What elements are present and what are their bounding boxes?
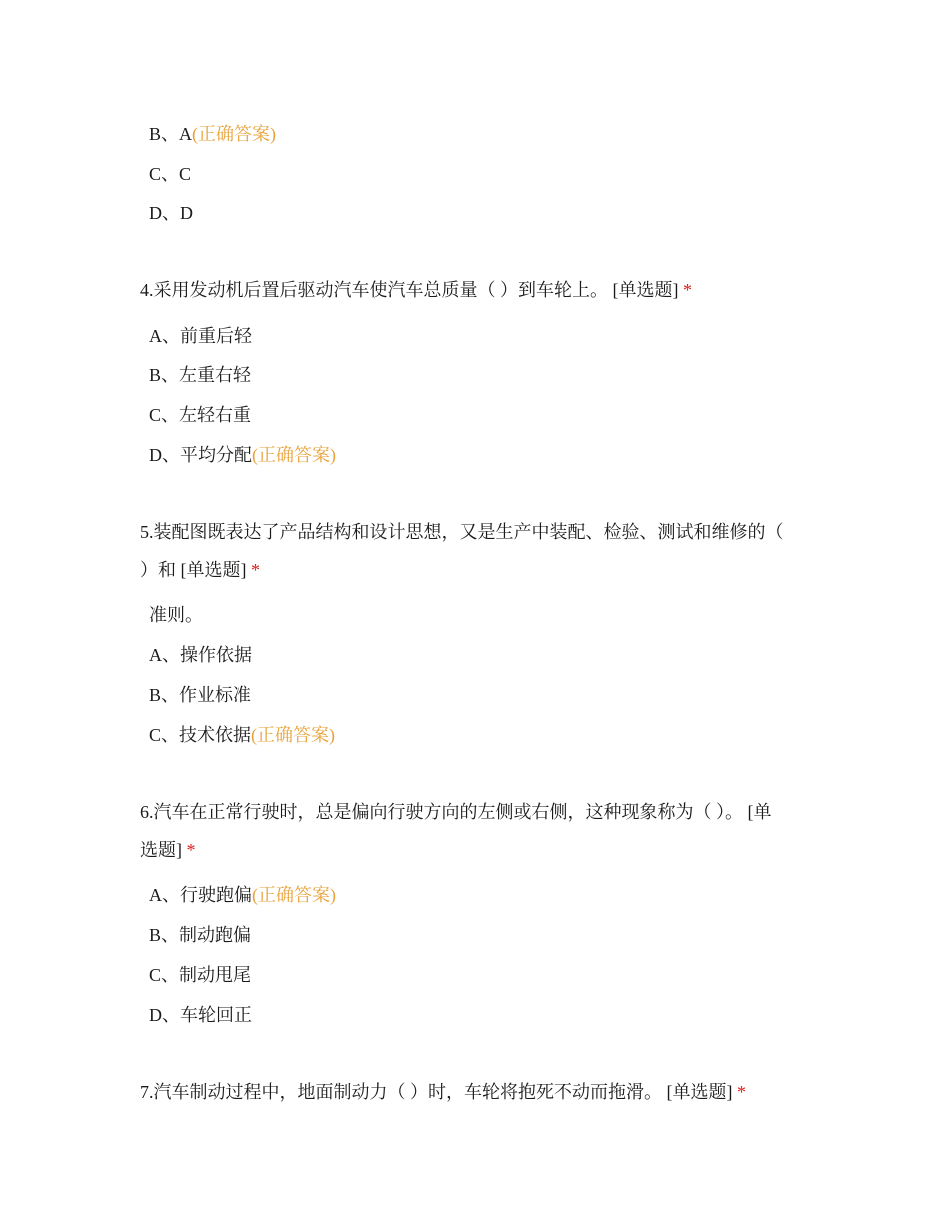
q4-option-c <box>149 403 251 427</box>
option-text: D、平均分配 <box>149 445 252 465</box>
option-text: C、制动甩尾 <box>149 965 252 985</box>
option-text: B、A <box>149 124 193 144</box>
required-asterisk: * <box>186 840 196 860</box>
correct-answer-label: (正确答案) <box>192 124 277 144</box>
q6-option-a <box>149 883 336 907</box>
q5-extra-text <box>149 603 203 627</box>
option-text: B、左重右轻 <box>149 365 252 385</box>
q3-option-d <box>149 201 193 225</box>
option-text: D、D <box>149 203 193 223</box>
question-text: 4.采用发动机后置后驱动汽车使汽车总质量（ ）到车轮上。 [单选题] <box>140 280 679 300</box>
q6-title-line2 <box>140 838 196 862</box>
q6-title-line1 <box>140 800 772 824</box>
option-text: B、作业标准 <box>149 685 252 705</box>
q5-title-line1 <box>140 520 784 544</box>
required-asterisk: * <box>737 1082 746 1102</box>
q5-option-a <box>149 643 252 667</box>
q4-option-a <box>149 324 252 348</box>
option-text: A、前重后轻 <box>149 326 252 346</box>
q3-option-c <box>149 162 191 186</box>
q3-option-b <box>149 122 276 146</box>
q4-option-d <box>149 443 336 467</box>
question-text: 5.装配图既表达了产品结构和设计思想，又是生产中装配、检验、测试和维修的（ <box>140 522 784 542</box>
correct-answer-label: (正确答案) <box>252 885 336 905</box>
option-text: A、操作依据 <box>149 645 252 665</box>
question-text: 7.汽车制动过程中，地面制动力（ ）时，车轮将抱死不动而拖滑。 [单选题] <box>140 1082 733 1102</box>
q5-option-c <box>149 723 335 747</box>
question-text: 选题] <box>140 840 182 860</box>
required-asterisk: * <box>251 560 260 580</box>
option-text: C、左轻右重 <box>149 405 252 425</box>
question-text: 准则。 <box>149 605 203 625</box>
question-text: 6.汽车在正常行驶时，总是偏向行驶方向的左侧或右侧，这种现象称为（ ）。 [单 <box>140 802 772 822</box>
correct-answer-label: (正确答案) <box>252 445 336 465</box>
question-text: ）和 [单选题] <box>140 560 247 580</box>
q7-title <box>140 1080 746 1104</box>
q6-option-c <box>149 963 251 987</box>
q5-title-line2 <box>140 558 260 582</box>
option-text: A、行驶跑偏 <box>149 885 252 905</box>
option-text: B、制动跑偏 <box>149 925 252 945</box>
required-asterisk: * <box>683 280 692 300</box>
option-text: D、车轮回正 <box>149 1005 252 1025</box>
q5-option-b <box>149 683 251 707</box>
option-text: C、C <box>149 164 192 184</box>
q4-title <box>140 278 692 302</box>
option-text: C、技术依据 <box>149 725 252 745</box>
q6-option-d <box>149 1003 252 1027</box>
q6-option-b <box>149 923 251 947</box>
q4-option-b <box>149 363 251 387</box>
correct-answer-label: (正确答案) <box>251 725 336 745</box>
